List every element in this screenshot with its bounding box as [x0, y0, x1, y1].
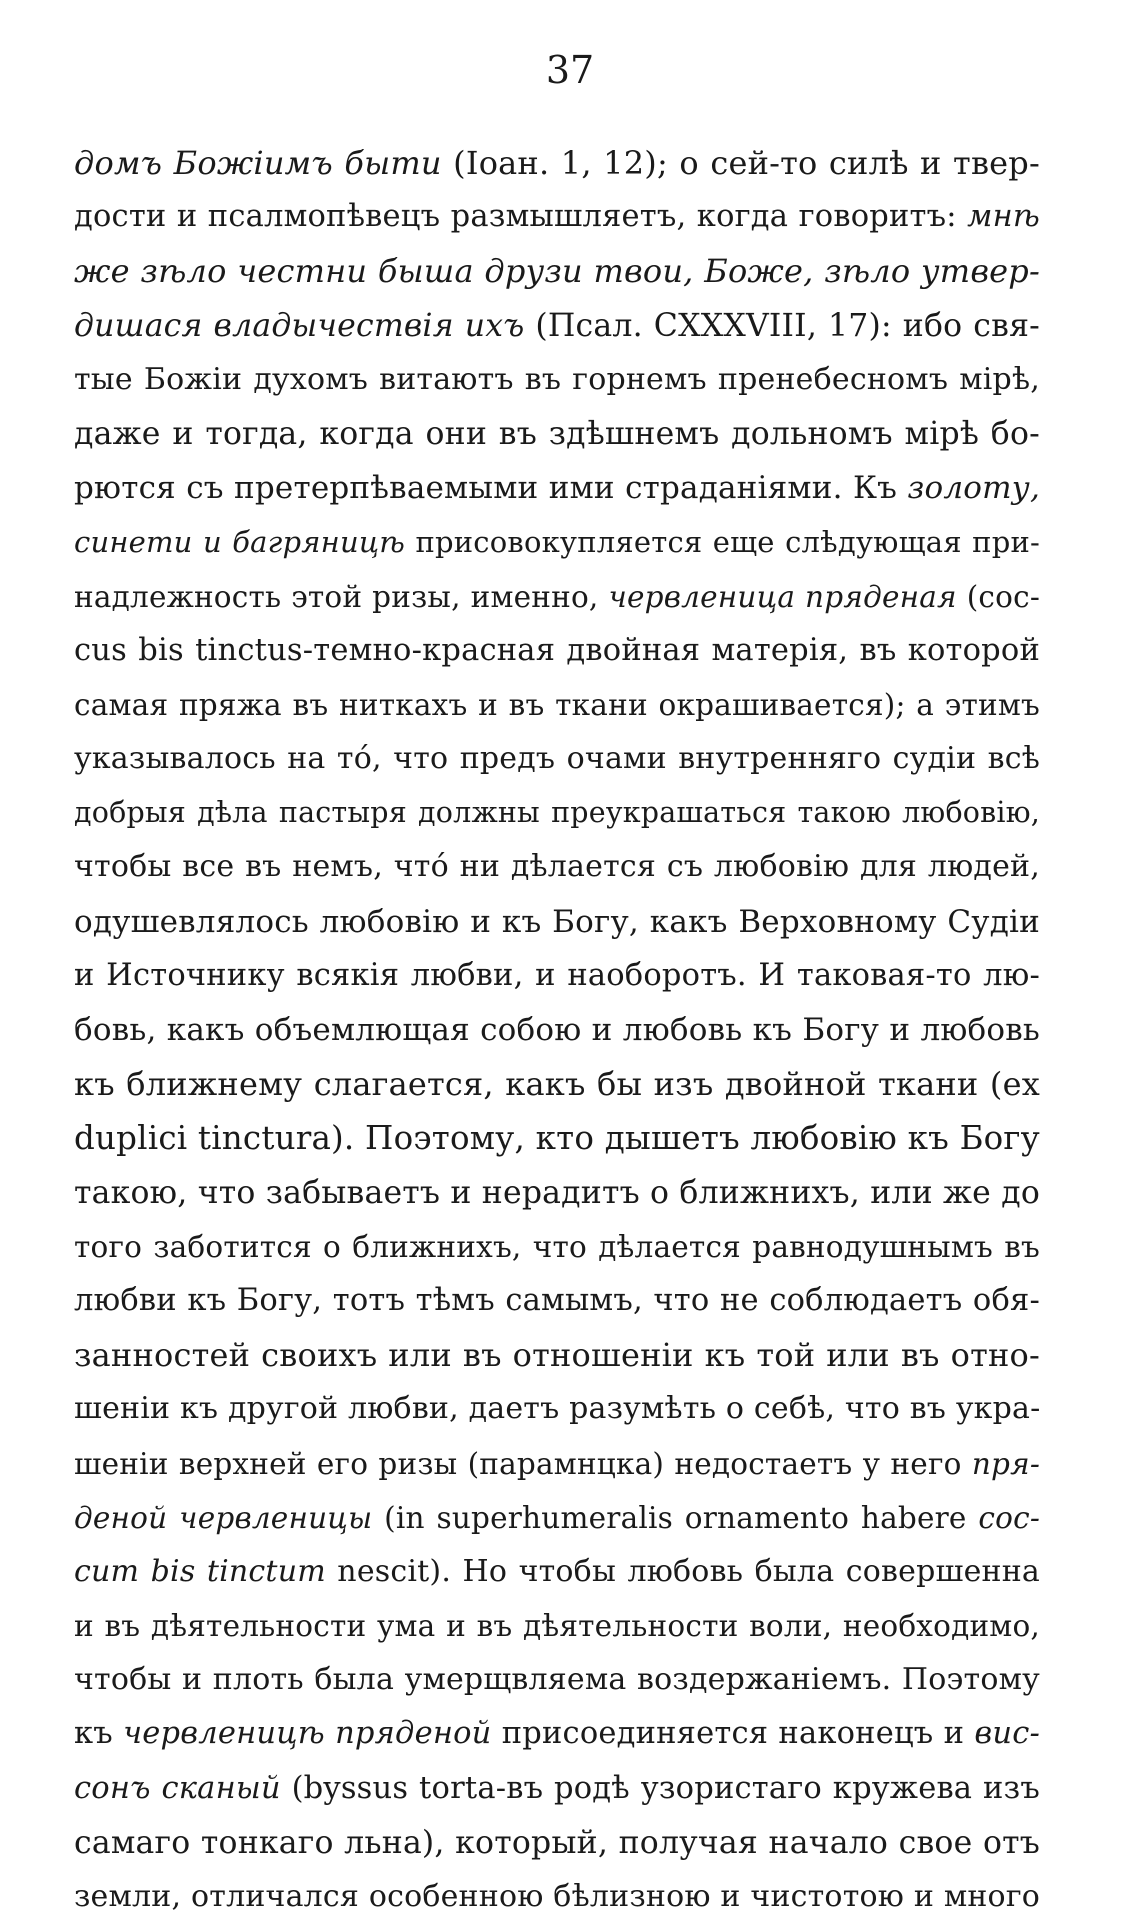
text-line — [74, 1220, 1040, 1274]
text-line — [74, 1111, 1040, 1165]
body-text — [74, 136, 1040, 1924]
text-line — [74, 624, 1040, 678]
text-line — [74, 190, 1040, 244]
text-line — [74, 570, 1040, 624]
italic-text-segment: золоту, — [907, 470, 1040, 507]
text-line — [74, 1491, 1040, 1545]
page-number: 37 — [545, 48, 595, 92]
text-segment: (byssus torta-въ родѣ узористаго кружева изъ — [280, 1770, 1040, 1806]
text-segment: cus bis tinctus-темно-красная двойная матерія, въ которой — [74, 632, 1040, 668]
text-line — [74, 353, 1040, 407]
text-segment: того заботится о ближнихъ, что дѣлается равнодушнымъ въ — [74, 1229, 1040, 1264]
text-line — [74, 1816, 1040, 1870]
text-segment: такою, что забываетъ и нерадитъ о ближнихъ, или же до — [74, 1174, 1040, 1211]
italic-text-segment: пря- — [971, 1446, 1040, 1481]
text-segment: надлежность этой ризы, именно, — [74, 579, 609, 614]
text-line — [74, 1437, 1040, 1491]
italic-text-segment: домъ Божіимъ быти — [74, 144, 442, 182]
text-segment: шеніи верхней его ризы (парамнцка) недостаетъ у него — [74, 1446, 972, 1481]
text-line — [74, 1870, 1040, 1924]
text-segment: къ ближнему слагается, какъ бы изъ двойной ткани (ex — [74, 1065, 1040, 1104]
italic-text-segment: же зѣло честни быша друзи твои, Боже, зѣло утвер- — [74, 252, 1040, 291]
text-line — [74, 678, 1040, 732]
text-segment: (in superhumeralis ornamento habere — [372, 1500, 979, 1535]
text-segment: любви къ Богу, тотъ тѣмъ самымъ, что не соблюдаетъ обя- — [74, 1282, 1040, 1318]
text-segment: присовокупляется еще слѣдующая при- — [405, 525, 1040, 560]
italic-text-segment: червленицѣ пряденой — [123, 1716, 492, 1752]
text-segment: одушевлялось любовію и къ Богу, какъ Верховному Судіи — [74, 903, 1040, 940]
text-segment: земли, отличался особенною бѣлизною и чистотою и много — [74, 1879, 1040, 1914]
text-segment: даже и тогда, когда они въ здѣшнемъ дольномъ мірѣ бо- — [74, 415, 1040, 452]
text-line — [74, 1653, 1040, 1707]
text-line — [74, 1328, 1040, 1382]
text-line — [74, 949, 1040, 1003]
text-segment: самая пряжа въ ниткахъ и въ ткани окрашивается); а этимъ — [74, 687, 1040, 722]
text-segment: и Источнику всякія любви, и наоборотъ. И таковая-то лю- — [74, 957, 1040, 993]
text-line — [74, 1003, 1040, 1057]
text-line — [74, 895, 1040, 949]
text-segment: шеніи къ другой любви, даетъ разумѣть о себѣ, что въ укра- — [74, 1391, 1040, 1427]
text-line — [74, 515, 1040, 569]
text-segment: присоединяется наконецъ и — [491, 1716, 975, 1752]
text-line — [74, 840, 1040, 894]
text-line — [74, 1382, 1040, 1436]
text-line — [74, 244, 1040, 298]
text-line — [74, 1057, 1040, 1111]
text-segment: duplici tinctura). Поэтому, кто дышетъ любовію къ Богу — [74, 1119, 1040, 1158]
italic-text-segment: cum bis tinctum — [74, 1553, 326, 1589]
text-line — [74, 1762, 1040, 1816]
text-line — [74, 1599, 1040, 1653]
italic-text-segment: дишася владычествія ихъ — [74, 307, 525, 344]
text-segment: чтобы все въ немъ, что́ ни дѣлается съ любовію для людей, — [74, 849, 1040, 885]
text-line — [74, 1274, 1040, 1328]
italic-text-segment: coc- — [978, 1500, 1040, 1535]
text-segment: самаго тонкаго льна), который, получая начало свое отъ — [74, 1824, 1040, 1861]
text-segment: тые Божіи духомъ витаютъ въ горнемъ пренебесномъ мірѣ, — [74, 361, 1040, 397]
italic-text-segment: мнѣ — [967, 199, 1040, 235]
italic-text-segment: червленица пряденая — [608, 579, 957, 614]
text-line — [74, 786, 1040, 840]
italic-text-segment: деной червленицы — [74, 1500, 373, 1535]
italic-text-segment: синети и багряницѣ — [74, 525, 406, 560]
text-segment: занностей своихъ или въ отношеніи къ той или въ отно- — [74, 1336, 1040, 1375]
text-line — [74, 732, 1040, 786]
text-line — [74, 1707, 1040, 1761]
text-line — [74, 407, 1040, 461]
text-segment: (Іоан. 1, 12); о сей-то силѣ и твер- — [441, 144, 1040, 182]
text-segment: дости и псалмопѣвецъ размышляетъ, когда говоритъ: — [74, 199, 968, 235]
text-line — [74, 136, 1040, 190]
text-segment: чтобы и плоть была умерщвляема воздержаніемъ. Поэтому — [74, 1662, 1040, 1698]
text-segment: и въ дѣятельности ума и въ дѣятельности воли, необходимо, — [74, 1609, 1040, 1644]
text-segment: (coc- — [956, 579, 1040, 614]
text-line — [74, 299, 1040, 353]
text-line — [74, 1166, 1040, 1220]
text-segment: добрыя дѣла пастыря должны преукрашаться такою любовію, — [74, 796, 1040, 830]
text-segment: указывалось на то́, что предъ очами внутренняго судіи всѣ — [74, 741, 1040, 777]
text-segment: (Псал. CXXXVIII, 17): ибо свя- — [524, 307, 1040, 344]
text-segment: къ — [74, 1716, 124, 1752]
text-line — [74, 1545, 1040, 1599]
italic-text-segment: вис- — [974, 1716, 1040, 1752]
text-segment: рются съ претерпѣваемыми ими страданіями. Къ — [74, 470, 908, 507]
text-segment: бовь, какъ объемлющая собою и любовь къ Богу и любовь — [74, 1012, 1040, 1048]
text-line — [74, 461, 1040, 515]
italic-text-segment: сонъ сканый — [74, 1770, 281, 1806]
text-segment: nescit). Но чтобы любовь была совершенна — [325, 1553, 1040, 1589]
